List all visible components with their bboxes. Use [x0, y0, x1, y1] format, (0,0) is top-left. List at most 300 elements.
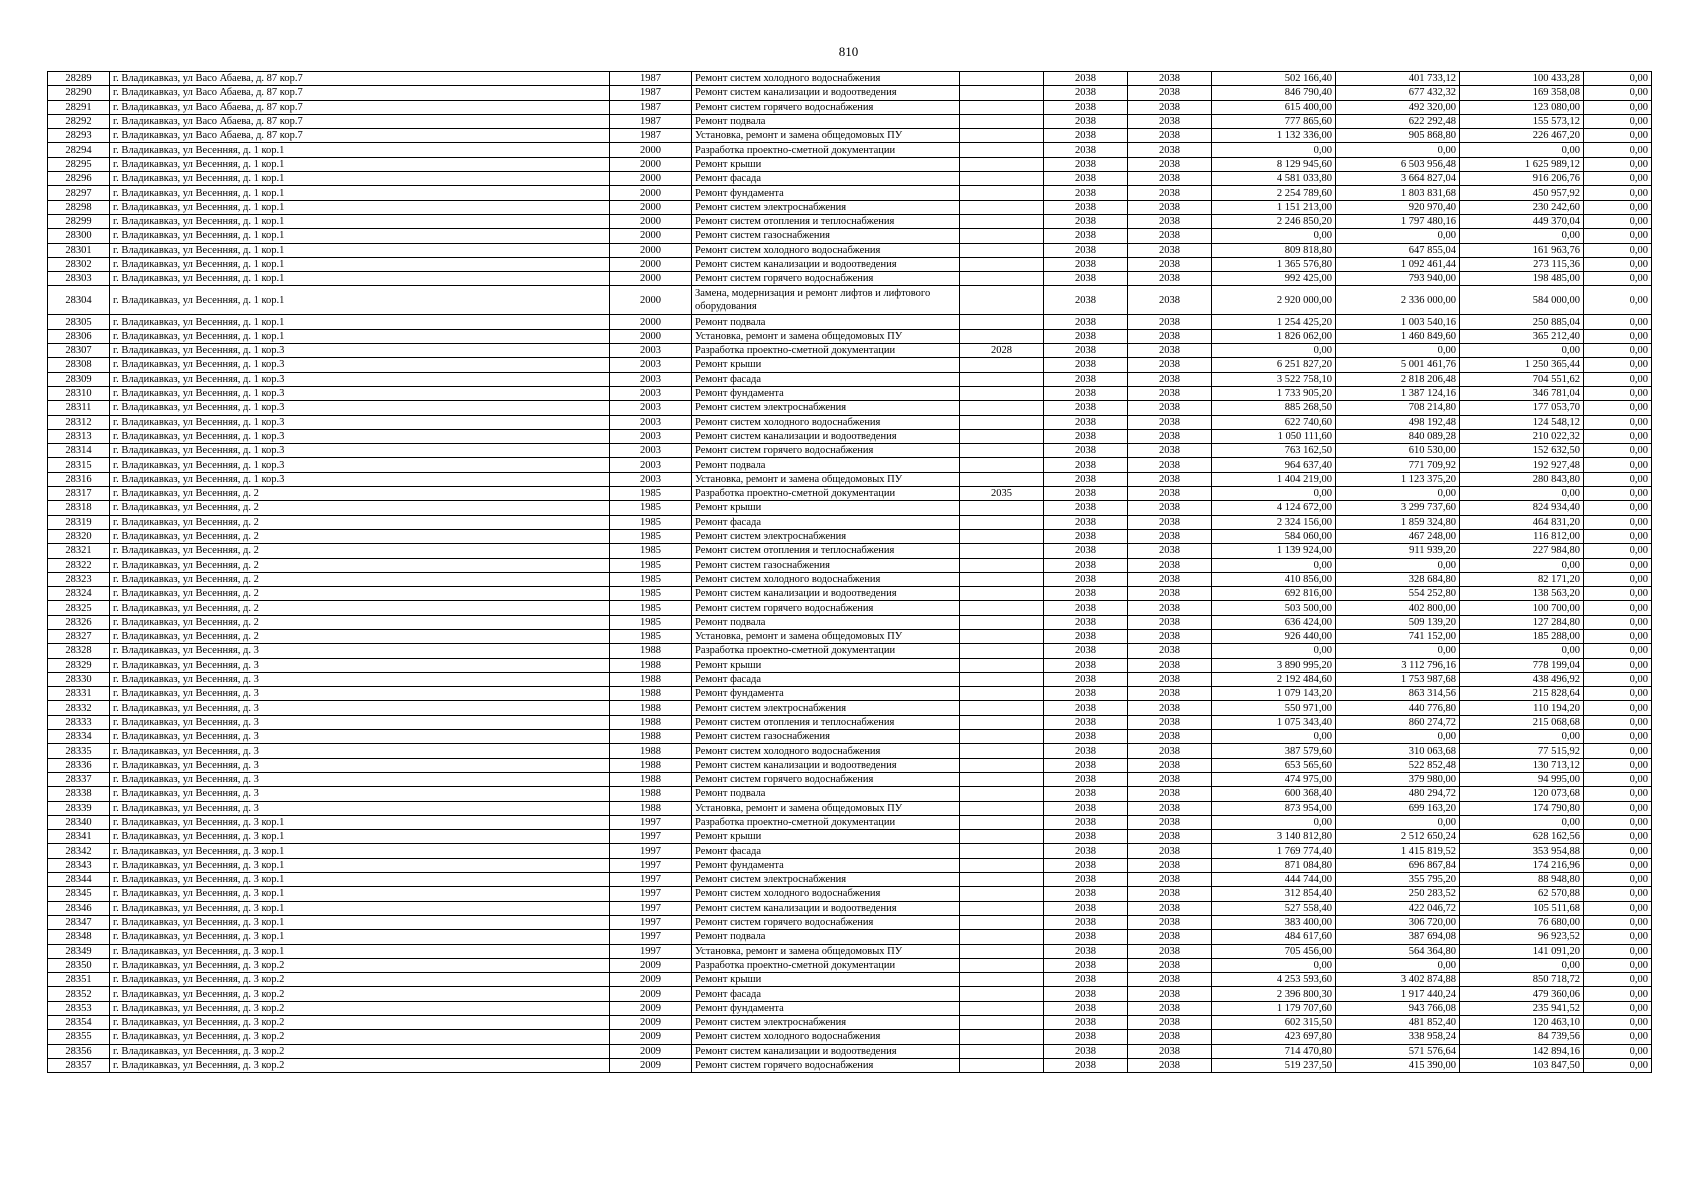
cell-work-type: Разработка проектно-сметной документации [692, 644, 960, 658]
cell-planned-year [960, 801, 1044, 815]
cell-other-cost: 0,00 [1584, 615, 1652, 629]
cell-other-cost: 0,00 [1584, 587, 1652, 601]
cell-work-type: Ремонт систем горячего водоснабжения [692, 1058, 960, 1072]
cell-total-cost: 1 254 425,20 [1212, 315, 1336, 329]
cell-row-number: 28335 [48, 744, 110, 758]
cell-fund-cost: 0,00 [1336, 344, 1460, 358]
cell-address: г. Владикавказ, ул Весенняя, д. 1 кор.3 [110, 458, 610, 472]
cell-build-year: 2000 [610, 286, 692, 315]
cell-address: г. Владикавказ, ул Весенняя, д. 1 кор.1 [110, 286, 610, 315]
cell-fund-cost: 440 776,80 [1336, 701, 1460, 715]
cell-work-type: Установка, ремонт и замена общедомовых ПУ [692, 629, 960, 643]
cell-end-year: 2038 [1128, 386, 1212, 400]
cell-end-year: 2038 [1128, 601, 1212, 615]
cell-build-year: 1988 [610, 772, 692, 786]
cell-other-cost: 0,00 [1584, 601, 1652, 615]
table-row [48, 1058, 1652, 1072]
table-row [48, 444, 1652, 458]
cell-row-number: 28314 [48, 444, 110, 458]
cell-total-cost: 4 253 593,60 [1212, 973, 1336, 987]
cell-work-type: Ремонт систем горячего водоснабжения [692, 601, 960, 615]
cell-build-year: 2009 [610, 1044, 692, 1058]
cell-total-cost: 3 890 995,20 [1212, 658, 1336, 672]
cell-start-year: 2038 [1044, 715, 1128, 729]
cell-other-cost: 0,00 [1584, 572, 1652, 586]
cell-start-year: 2038 [1044, 644, 1128, 658]
cell-end-year: 2038 [1128, 687, 1212, 701]
cell-start-year: 2038 [1044, 143, 1128, 157]
cell-other-cost: 0,00 [1584, 444, 1652, 458]
cell-build-year: 2003 [610, 401, 692, 415]
cell-other-cost: 0,00 [1584, 987, 1652, 1001]
cell-planned-year [960, 472, 1044, 486]
cell-total-cost: 714 470,80 [1212, 1044, 1336, 1058]
cell-owner-cost: 0,00 [1460, 487, 1584, 501]
cell-address: г. Владикавказ, ул Весенняя, д. 3 [110, 787, 610, 801]
cell-owner-cost: 438 496,92 [1460, 672, 1584, 686]
table-row [48, 86, 1652, 100]
cell-row-number: 28311 [48, 401, 110, 415]
cell-owner-cost: 353 954,88 [1460, 844, 1584, 858]
cell-owner-cost: 174 216,96 [1460, 858, 1584, 872]
cell-start-year: 2038 [1044, 72, 1128, 86]
table-row [48, 515, 1652, 529]
cell-other-cost: 0,00 [1584, 529, 1652, 543]
cell-start-year: 2038 [1044, 744, 1128, 758]
cell-owner-cost: 449 370,04 [1460, 214, 1584, 228]
cell-total-cost: 312 854,40 [1212, 887, 1336, 901]
cell-planned-year [960, 1030, 1044, 1044]
cell-row-number: 28321 [48, 544, 110, 558]
cell-owner-cost: 280 843,80 [1460, 472, 1584, 486]
table-row [48, 915, 1652, 929]
cell-planned-year [960, 958, 1044, 972]
cell-total-cost: 484 617,60 [1212, 930, 1336, 944]
cell-address: г. Владикавказ, ул Весенняя, д. 1 кор.3 [110, 415, 610, 429]
cell-planned-year [960, 701, 1044, 715]
table-row [48, 129, 1652, 143]
cell-fund-cost: 3 402 874,88 [1336, 973, 1460, 987]
cell-owner-cost: 273 115,36 [1460, 257, 1584, 271]
cell-total-cost: 964 637,40 [1212, 458, 1336, 472]
cell-end-year: 2038 [1128, 787, 1212, 801]
cell-owner-cost: 704 551,62 [1460, 372, 1584, 386]
cell-work-type: Ремонт фасада [692, 987, 960, 1001]
cell-address: г. Владикавказ, ул Васо Абаева, д. 87 кор.7 [110, 114, 610, 128]
cell-other-cost: 0,00 [1584, 86, 1652, 100]
cell-fund-cost: 911 939,20 [1336, 544, 1460, 558]
cell-row-number: 28324 [48, 587, 110, 601]
cell-end-year: 2038 [1128, 844, 1212, 858]
cell-start-year: 2038 [1044, 272, 1128, 286]
cell-work-type: Ремонт систем холодного водоснабжения [692, 415, 960, 429]
cell-row-number: 28300 [48, 229, 110, 243]
cell-end-year: 2038 [1128, 1001, 1212, 1015]
cell-total-cost: 873 954,00 [1212, 801, 1336, 815]
cell-other-cost: 0,00 [1584, 1058, 1652, 1072]
cell-total-cost: 3 140 812,80 [1212, 830, 1336, 844]
cell-row-number: 28312 [48, 415, 110, 429]
cell-other-cost: 0,00 [1584, 200, 1652, 214]
cell-address: г. Владикавказ, ул Весенняя, д. 1 кор.3 [110, 401, 610, 415]
cell-total-cost: 1 769 774,40 [1212, 844, 1336, 858]
cell-work-type: Ремонт систем электроснабжения [692, 873, 960, 887]
cell-start-year: 2038 [1044, 915, 1128, 929]
cell-other-cost: 0,00 [1584, 372, 1652, 386]
cell-other-cost: 0,00 [1584, 344, 1652, 358]
cell-address: г. Владикавказ, ул Весенняя, д. 1 кор.1 [110, 186, 610, 200]
cell-fund-cost: 554 252,80 [1336, 587, 1460, 601]
cell-build-year: 1988 [610, 744, 692, 758]
cell-build-year: 2009 [610, 1016, 692, 1030]
cell-other-cost: 0,00 [1584, 930, 1652, 944]
cell-end-year: 2038 [1128, 143, 1212, 157]
cell-total-cost: 4 581 033,80 [1212, 172, 1336, 186]
cell-start-year: 2038 [1044, 1001, 1128, 1015]
cell-address: г. Владикавказ, ул Весенняя, д. 2 [110, 529, 610, 543]
cell-end-year: 2038 [1128, 429, 1212, 443]
cell-address: г. Владикавказ, ул Весенняя, д. 3 кор.2 [110, 1044, 610, 1058]
cell-address: г. Владикавказ, ул Весенняя, д. 3 кор.1 [110, 901, 610, 915]
cell-work-type: Ремонт фундамента [692, 386, 960, 400]
cell-build-year: 2000 [610, 172, 692, 186]
cell-end-year: 2038 [1128, 272, 1212, 286]
cell-row-number: 28294 [48, 143, 110, 157]
table-row [48, 958, 1652, 972]
table-body [48, 72, 1652, 1073]
cell-work-type: Ремонт систем горячего водоснабжения [692, 772, 960, 786]
cell-owner-cost: 778 199,04 [1460, 658, 1584, 672]
cell-end-year: 2038 [1128, 572, 1212, 586]
cell-planned-year [960, 243, 1044, 257]
cell-end-year: 2038 [1128, 257, 1212, 271]
cell-planned-year [960, 629, 1044, 643]
cell-address: г. Владикавказ, ул Весенняя, д. 2 [110, 515, 610, 529]
table-row [48, 930, 1652, 944]
table-row [48, 401, 1652, 415]
table-row [48, 286, 1652, 315]
table-row [48, 1030, 1652, 1044]
table-row [48, 587, 1652, 601]
cell-work-type: Ремонт систем канализации и водоотведения [692, 86, 960, 100]
cell-fund-cost: 1 917 440,24 [1336, 987, 1460, 1001]
cell-start-year: 2038 [1044, 730, 1128, 744]
cell-build-year: 1985 [610, 529, 692, 543]
cell-end-year: 2038 [1128, 243, 1212, 257]
cell-row-number: 28299 [48, 214, 110, 228]
cell-fund-cost: 1 460 849,60 [1336, 329, 1460, 343]
cell-row-number: 28315 [48, 458, 110, 472]
cell-build-year: 1997 [610, 830, 692, 844]
cell-work-type: Установка, ремонт и замена общедомовых ПУ [692, 329, 960, 343]
cell-build-year: 1987 [610, 86, 692, 100]
cell-row-number: 28298 [48, 200, 110, 214]
cell-owner-cost: 0,00 [1460, 558, 1584, 572]
cell-start-year: 2038 [1044, 315, 1128, 329]
cell-fund-cost: 250 283,52 [1336, 887, 1460, 901]
table-row [48, 1001, 1652, 1015]
cell-row-number: 28356 [48, 1044, 110, 1058]
cell-start-year: 2038 [1044, 615, 1128, 629]
cell-row-number: 28313 [48, 429, 110, 443]
cell-address: г. Владикавказ, ул Весенняя, д. 3 кор.1 [110, 915, 610, 929]
cell-build-year: 1988 [610, 715, 692, 729]
table-row [48, 758, 1652, 772]
cell-start-year: 2038 [1044, 401, 1128, 415]
cell-total-cost: 519 237,50 [1212, 1058, 1336, 1072]
table-row [48, 887, 1652, 901]
cell-end-year: 2038 [1128, 901, 1212, 915]
cell-other-cost: 0,00 [1584, 787, 1652, 801]
cell-start-year: 2038 [1044, 129, 1128, 143]
cell-build-year: 2000 [610, 272, 692, 286]
cell-start-year: 2038 [1044, 114, 1128, 128]
cell-other-cost: 0,00 [1584, 401, 1652, 415]
cell-fund-cost: 522 852,48 [1336, 758, 1460, 772]
cell-build-year: 1988 [610, 672, 692, 686]
cell-owner-cost: 215 068,68 [1460, 715, 1584, 729]
cell-end-year: 2038 [1128, 958, 1212, 972]
cell-other-cost: 0,00 [1584, 458, 1652, 472]
cell-end-year: 2038 [1128, 644, 1212, 658]
cell-end-year: 2038 [1128, 858, 1212, 872]
cell-row-number: 28316 [48, 472, 110, 486]
cell-fund-cost: 622 292,48 [1336, 114, 1460, 128]
cell-build-year: 2000 [610, 229, 692, 243]
cell-build-year: 1985 [610, 615, 692, 629]
cell-fund-cost: 2 512 650,24 [1336, 830, 1460, 844]
cell-end-year: 2038 [1128, 1058, 1212, 1072]
cell-planned-year [960, 458, 1044, 472]
cell-start-year: 2038 [1044, 758, 1128, 772]
table-row [48, 730, 1652, 744]
cell-other-cost: 0,00 [1584, 72, 1652, 86]
cell-work-type: Ремонт систем канализации и водоотведения [692, 257, 960, 271]
cell-total-cost: 809 818,80 [1212, 243, 1336, 257]
cell-owner-cost: 0,00 [1460, 730, 1584, 744]
cell-address: г. Владикавказ, ул Весенняя, д. 2 [110, 544, 610, 558]
cell-other-cost: 0,00 [1584, 358, 1652, 372]
cell-build-year: 1987 [610, 114, 692, 128]
cell-row-number: 28334 [48, 730, 110, 744]
cell-row-number: 28352 [48, 987, 110, 1001]
cell-row-number: 28355 [48, 1030, 110, 1044]
cell-address: г. Владикавказ, ул Весенняя, д. 1 кор.3 [110, 444, 610, 458]
cell-build-year: 1997 [610, 930, 692, 944]
cell-other-cost: 0,00 [1584, 873, 1652, 887]
cell-start-year: 2038 [1044, 529, 1128, 543]
cell-owner-cost: 185 288,00 [1460, 629, 1584, 643]
cell-work-type: Ремонт крыши [692, 658, 960, 672]
cell-owner-cost: 464 831,20 [1460, 515, 1584, 529]
table-row [48, 429, 1652, 443]
cell-total-cost: 0,00 [1212, 143, 1336, 157]
cell-work-type: Ремонт крыши [692, 973, 960, 987]
cell-total-cost: 2 920 000,00 [1212, 286, 1336, 315]
cell-build-year: 2000 [610, 243, 692, 257]
cell-total-cost: 2 192 484,60 [1212, 672, 1336, 686]
cell-total-cost: 1 733 905,20 [1212, 386, 1336, 400]
cell-work-type: Ремонт фасада [692, 372, 960, 386]
cell-work-type: Разработка проектно-сметной документации [692, 958, 960, 972]
cell-fund-cost: 771 709,92 [1336, 458, 1460, 472]
table-row [48, 157, 1652, 171]
cell-row-number: 28309 [48, 372, 110, 386]
cell-other-cost: 0,00 [1584, 544, 1652, 558]
cell-owner-cost: 174 790,80 [1460, 801, 1584, 815]
cell-other-cost: 0,00 [1584, 944, 1652, 958]
cell-end-year: 2038 [1128, 472, 1212, 486]
cell-build-year: 1997 [610, 858, 692, 872]
cell-end-year: 2038 [1128, 458, 1212, 472]
cell-total-cost: 3 522 758,10 [1212, 372, 1336, 386]
cell-work-type: Установка, ремонт и замена общедомовых ПУ [692, 129, 960, 143]
table-row [48, 901, 1652, 915]
cell-other-cost: 0,00 [1584, 129, 1652, 143]
cell-total-cost: 550 971,00 [1212, 701, 1336, 715]
table-row [48, 858, 1652, 872]
cell-end-year: 2038 [1128, 372, 1212, 386]
cell-total-cost: 600 368,40 [1212, 787, 1336, 801]
cell-address: г. Владикавказ, ул Васо Абаева, д. 87 кор.7 [110, 100, 610, 114]
cell-total-cost: 383 400,00 [1212, 915, 1336, 929]
cell-owner-cost: 628 162,56 [1460, 830, 1584, 844]
cell-planned-year [960, 186, 1044, 200]
cell-start-year: 2038 [1044, 587, 1128, 601]
cell-build-year: 2000 [610, 143, 692, 157]
cell-address: г. Владикавказ, ул Весенняя, д. 1 кор.1 [110, 143, 610, 157]
cell-end-year: 2038 [1128, 401, 1212, 415]
table-row [48, 100, 1652, 114]
cell-start-year: 2038 [1044, 944, 1128, 958]
table-row [48, 944, 1652, 958]
cell-work-type: Ремонт фундамента [692, 1001, 960, 1015]
cell-fund-cost: 0,00 [1336, 558, 1460, 572]
cell-other-cost: 0,00 [1584, 730, 1652, 744]
cell-total-cost: 444 744,00 [1212, 873, 1336, 887]
cell-fund-cost: 571 576,64 [1336, 1044, 1460, 1058]
table-row [48, 558, 1652, 572]
cell-other-cost: 0,00 [1584, 1016, 1652, 1030]
cell-owner-cost: 0,00 [1460, 229, 1584, 243]
cell-row-number: 28341 [48, 830, 110, 844]
table-row [48, 143, 1652, 157]
cell-work-type: Ремонт систем холодного водоснабжения [692, 744, 960, 758]
cell-end-year: 2038 [1128, 758, 1212, 772]
cell-planned-year [960, 143, 1044, 157]
table-row [48, 615, 1652, 629]
cell-planned-year [960, 1058, 1044, 1072]
cell-address: г. Владикавказ, ул Весенняя, д. 3 [110, 644, 610, 658]
cell-owner-cost: 824 934,40 [1460, 501, 1584, 515]
cell-other-cost: 0,00 [1584, 329, 1652, 343]
cell-build-year: 2003 [610, 444, 692, 458]
cell-build-year: 1997 [610, 887, 692, 901]
cell-total-cost: 0,00 [1212, 558, 1336, 572]
table-row [48, 214, 1652, 228]
cell-owner-cost: 365 212,40 [1460, 329, 1584, 343]
cell-build-year: 2009 [610, 1030, 692, 1044]
cell-planned-year [960, 901, 1044, 915]
cell-owner-cost: 100 700,00 [1460, 601, 1584, 615]
cell-planned-year [960, 658, 1044, 672]
cell-total-cost: 0,00 [1212, 730, 1336, 744]
cell-start-year: 2038 [1044, 629, 1128, 643]
cell-fund-cost: 387 694,08 [1336, 930, 1460, 944]
cell-fund-cost: 1 003 540,16 [1336, 315, 1460, 329]
cell-fund-cost: 0,00 [1336, 958, 1460, 972]
cell-row-number: 28350 [48, 958, 110, 972]
cell-total-cost: 0,00 [1212, 958, 1336, 972]
cell-work-type: Ремонт систем канализации и водоотведения [692, 587, 960, 601]
cell-work-type: Разработка проектно-сметной документации [692, 344, 960, 358]
cell-row-number: 28307 [48, 344, 110, 358]
table-row [48, 315, 1652, 329]
cell-start-year: 2038 [1044, 544, 1128, 558]
cell-planned-year [960, 687, 1044, 701]
table-row [48, 172, 1652, 186]
cell-start-year: 2038 [1044, 515, 1128, 529]
table-row [48, 501, 1652, 515]
cell-total-cost: 653 565,60 [1212, 758, 1336, 772]
cell-start-year: 2038 [1044, 487, 1128, 501]
cell-planned-year [960, 100, 1044, 114]
cell-other-cost: 0,00 [1584, 672, 1652, 686]
repair-schedule-table-wrapper [47, 71, 1651, 1073]
cell-address: г. Владикавказ, ул Весенняя, д. 3 кор.2 [110, 958, 610, 972]
cell-work-type: Ремонт систем холодного водоснабжения [692, 243, 960, 257]
cell-address: г. Владикавказ, ул Весенняя, д. 2 [110, 501, 610, 515]
cell-work-type: Ремонт систем канализации и водоотведения [692, 758, 960, 772]
cell-start-year: 2038 [1044, 772, 1128, 786]
cell-start-year: 2038 [1044, 873, 1128, 887]
cell-planned-year [960, 858, 1044, 872]
cell-fund-cost: 0,00 [1336, 644, 1460, 658]
cell-other-cost: 0,00 [1584, 658, 1652, 672]
cell-owner-cost: 850 718,72 [1460, 973, 1584, 987]
cell-fund-cost: 0,00 [1336, 229, 1460, 243]
table-row [48, 815, 1652, 829]
cell-build-year: 1988 [610, 644, 692, 658]
cell-total-cost: 1 179 707,60 [1212, 1001, 1336, 1015]
cell-row-number: 28353 [48, 1001, 110, 1015]
cell-start-year: 2038 [1044, 229, 1128, 243]
cell-address: г. Владикавказ, ул Весенняя, д. 3 [110, 658, 610, 672]
cell-other-cost: 0,00 [1584, 1030, 1652, 1044]
cell-build-year: 1988 [610, 730, 692, 744]
cell-work-type: Ремонт систем канализации и водоотведения [692, 1044, 960, 1058]
cell-row-number: 28351 [48, 973, 110, 987]
cell-owner-cost: 130 713,12 [1460, 758, 1584, 772]
cell-fund-cost: 677 432,32 [1336, 86, 1460, 100]
cell-other-cost: 0,00 [1584, 100, 1652, 114]
table-row [48, 487, 1652, 501]
cell-row-number: 28306 [48, 329, 110, 343]
cell-total-cost: 387 579,60 [1212, 744, 1336, 758]
cell-total-cost: 6 251 827,20 [1212, 358, 1336, 372]
cell-work-type: Ремонт подвала [692, 615, 960, 629]
cell-owner-cost: 0,00 [1460, 644, 1584, 658]
cell-fund-cost: 415 390,00 [1336, 1058, 1460, 1072]
cell-planned-year [960, 429, 1044, 443]
cell-total-cost: 705 456,00 [1212, 944, 1336, 958]
cell-total-cost: 1 404 219,00 [1212, 472, 1336, 486]
cell-planned-year [960, 1016, 1044, 1030]
cell-address: г. Владикавказ, ул Весенняя, д. 1 кор.1 [110, 200, 610, 214]
cell-owner-cost: 584 000,00 [1460, 286, 1584, 315]
cell-address: г. Владикавказ, ул Весенняя, д. 3 кор.1 [110, 944, 610, 958]
cell-work-type: Ремонт фасада [692, 172, 960, 186]
